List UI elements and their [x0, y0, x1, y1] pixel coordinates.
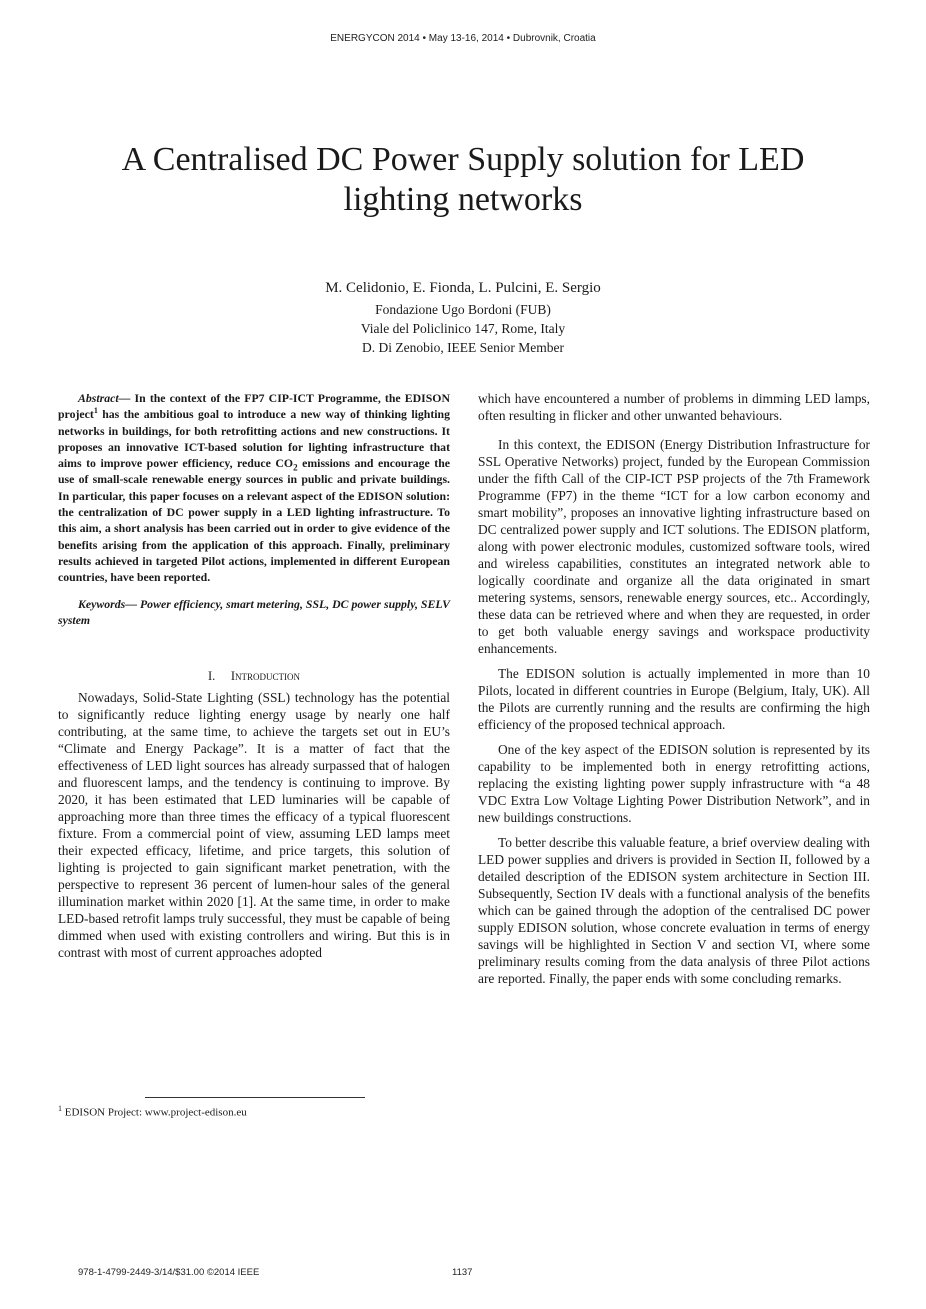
paragraph: To better describe this valuable feature, a brief overview dealing with LED power supplies and drivers is provided in Section II, followed by a detailed description of the EDISON system architecture in Section III. Subsequently, Section IV deals with a functional analysis of the benefits which can be gained through the adoption of the centralised DC power supply EDISON solution, whose concrete evaluation in terms of energy savings will be highlighted in Section V and section VI, where some preliminary results coming from the data analysis of three Pilot actions are reported. Finally, the paper ends with some concluding remarks.	[478, 835, 870, 986]
title-line-1: A Centralised DC Power Supply solution for LED	[121, 141, 805, 178]
paragraph: Nowadays, Solid-State Lighting (SSL) technology has the potential to significantly reduce lighting energy usage by nearly one half contributing, at the same time, to achieve the targets set out in EU’s “Climate and Energy Package”. It is a matter of fact that the effectiveness of LED light sources has already surpassed that of halogen and fluorescent lamps, and the tendency is continuing to improve. By 2020, it has been estimated that LED luminaries will be capable of approaching more than three times the efficacy of a typical fluorescent fixture. From a commercial point of view, assuming LED lamps meet their expected efficacy, lifetime, and price targets, this solution of lighting is projected to gain significant market penetration, with the perspective to represent 36 percent of lumen-hour sales of the general illumination market within 2020 [1]. At the same time, in order to make LED-based retrofit lamps truly successful, they must be capable of being dimmed when used with existing controllers and wiring. But this is in contrast with most of current approaches adopted	[58, 690, 450, 961]
right-column	[478, 390, 870, 987]
abstract: Abstract— In the context of the FP7 CIP-ICT Programme, the EDISON project$^1$ has the ambitious goal to introduce a new way of thinking lighting networks in buildings, for both retrofitting actions and new constructions. It proposes an innovative ICT-based solution for lighting infrastructure that aims to improve power efficiency, reduce $CO_2$ emissions and encourage the use of small-scale renewable energy sources in public and private buildings. In particular, this paper focuses on a relevant aspect of the EDISON solution: the centralization of DC power supply in a LED lighting infrastructure. To this aim, a short analysis has been carried out in order to give evidence of the benefits arising from the application of this approach. Finally, preliminary results achieved in targeted Pilot actions, implemented in different European countries, have been reported.	[58, 391, 450, 585]
title-line-2: lighting networks	[343, 181, 583, 218]
authors: M. Celidonio, E. Fionda, L. Pulcini, E. Sergio	[325, 280, 601, 296]
paragraph: In this context, the EDISON (Energy Distribution Infrastructure for SSL Operative Networks) project, funded by the European Commission under the fifth Call of the CIP-ICT PSP projects of the 7th Framework Programme (FP7) in the theme “ICT for a low carbon economy and smart mobility”, proposes an innovative lighting infrastructure based on DC centralized power supply and ICT solutions. The EDISON platform, along with power electronic modules, customized software tools, wired and wireless capabilities, constitutes an integrated network able to logically coordinate and organize all the data originated in smart metering systems, sensors, renewable energy sources, etc.. Accordingly, these data can be retrieved where and when they are requested, in order to get both valuable energy savings and workspace productivity enhancements.	[478, 437, 870, 656]
abstract-label: Abstract—	[78, 391, 131, 405]
section-heading-introduction: I. Introduction	[207, 669, 301, 684]
keywords: Keywords— Power efficiency, smart metering, SSL, DC power supply, SELV system	[58, 596, 450, 627]
footnote: $^1$ EDISON Project: www.project-edison.eu	[58, 1104, 247, 1119]
affiliation-address: Viale del Policlinico 147, Rome, Italy	[360, 321, 566, 336]
paragraph: The EDISON solution is actually implemented in more than 10 Pilots, located in different countries in Europe (Belgium, Italy, UK). All the Pilots are currently running and the results are confirming the high efficiency of the proposed technical approach.	[478, 666, 870, 732]
affiliation-institution: Fondazione Ugo Bordoni (FUB)	[375, 302, 551, 317]
conference-header: ENERGYCON 2014 • May 13-16, 2014 • Dubrovnik, Croatia	[330, 33, 596, 44]
footnote-reference: 1	[93, 406, 98, 416]
paragraph: One of the key aspect of the EDISON solution is represented by its capability to be implemented both in energy retrofitting actions, replacing the existing lighting power supply infrastructure with “a 48 VDC Extra Low Voltage Lighting Power Distribution Network”, and in new buildings constructions.	[478, 742, 870, 825]
page-number: 1137	[452, 1267, 473, 1278]
footnote-rule	[145, 1097, 365, 1098]
affiliation-member: D. Di Zenobio, IEEE Senior Member	[361, 340, 565, 355]
paragraph: which have encountered a number of problems in dimming LED lamps, often resulting in flicker and other unwanted behaviours.	[478, 391, 870, 423]
copyright-line: 978-1-4799-2449-3/14/$31.00 ©2014 IEEE	[78, 1267, 260, 1278]
left-column	[58, 390, 450, 961]
paper-title	[60, 140, 866, 220]
keywords-label: Keywords—	[78, 596, 137, 611]
